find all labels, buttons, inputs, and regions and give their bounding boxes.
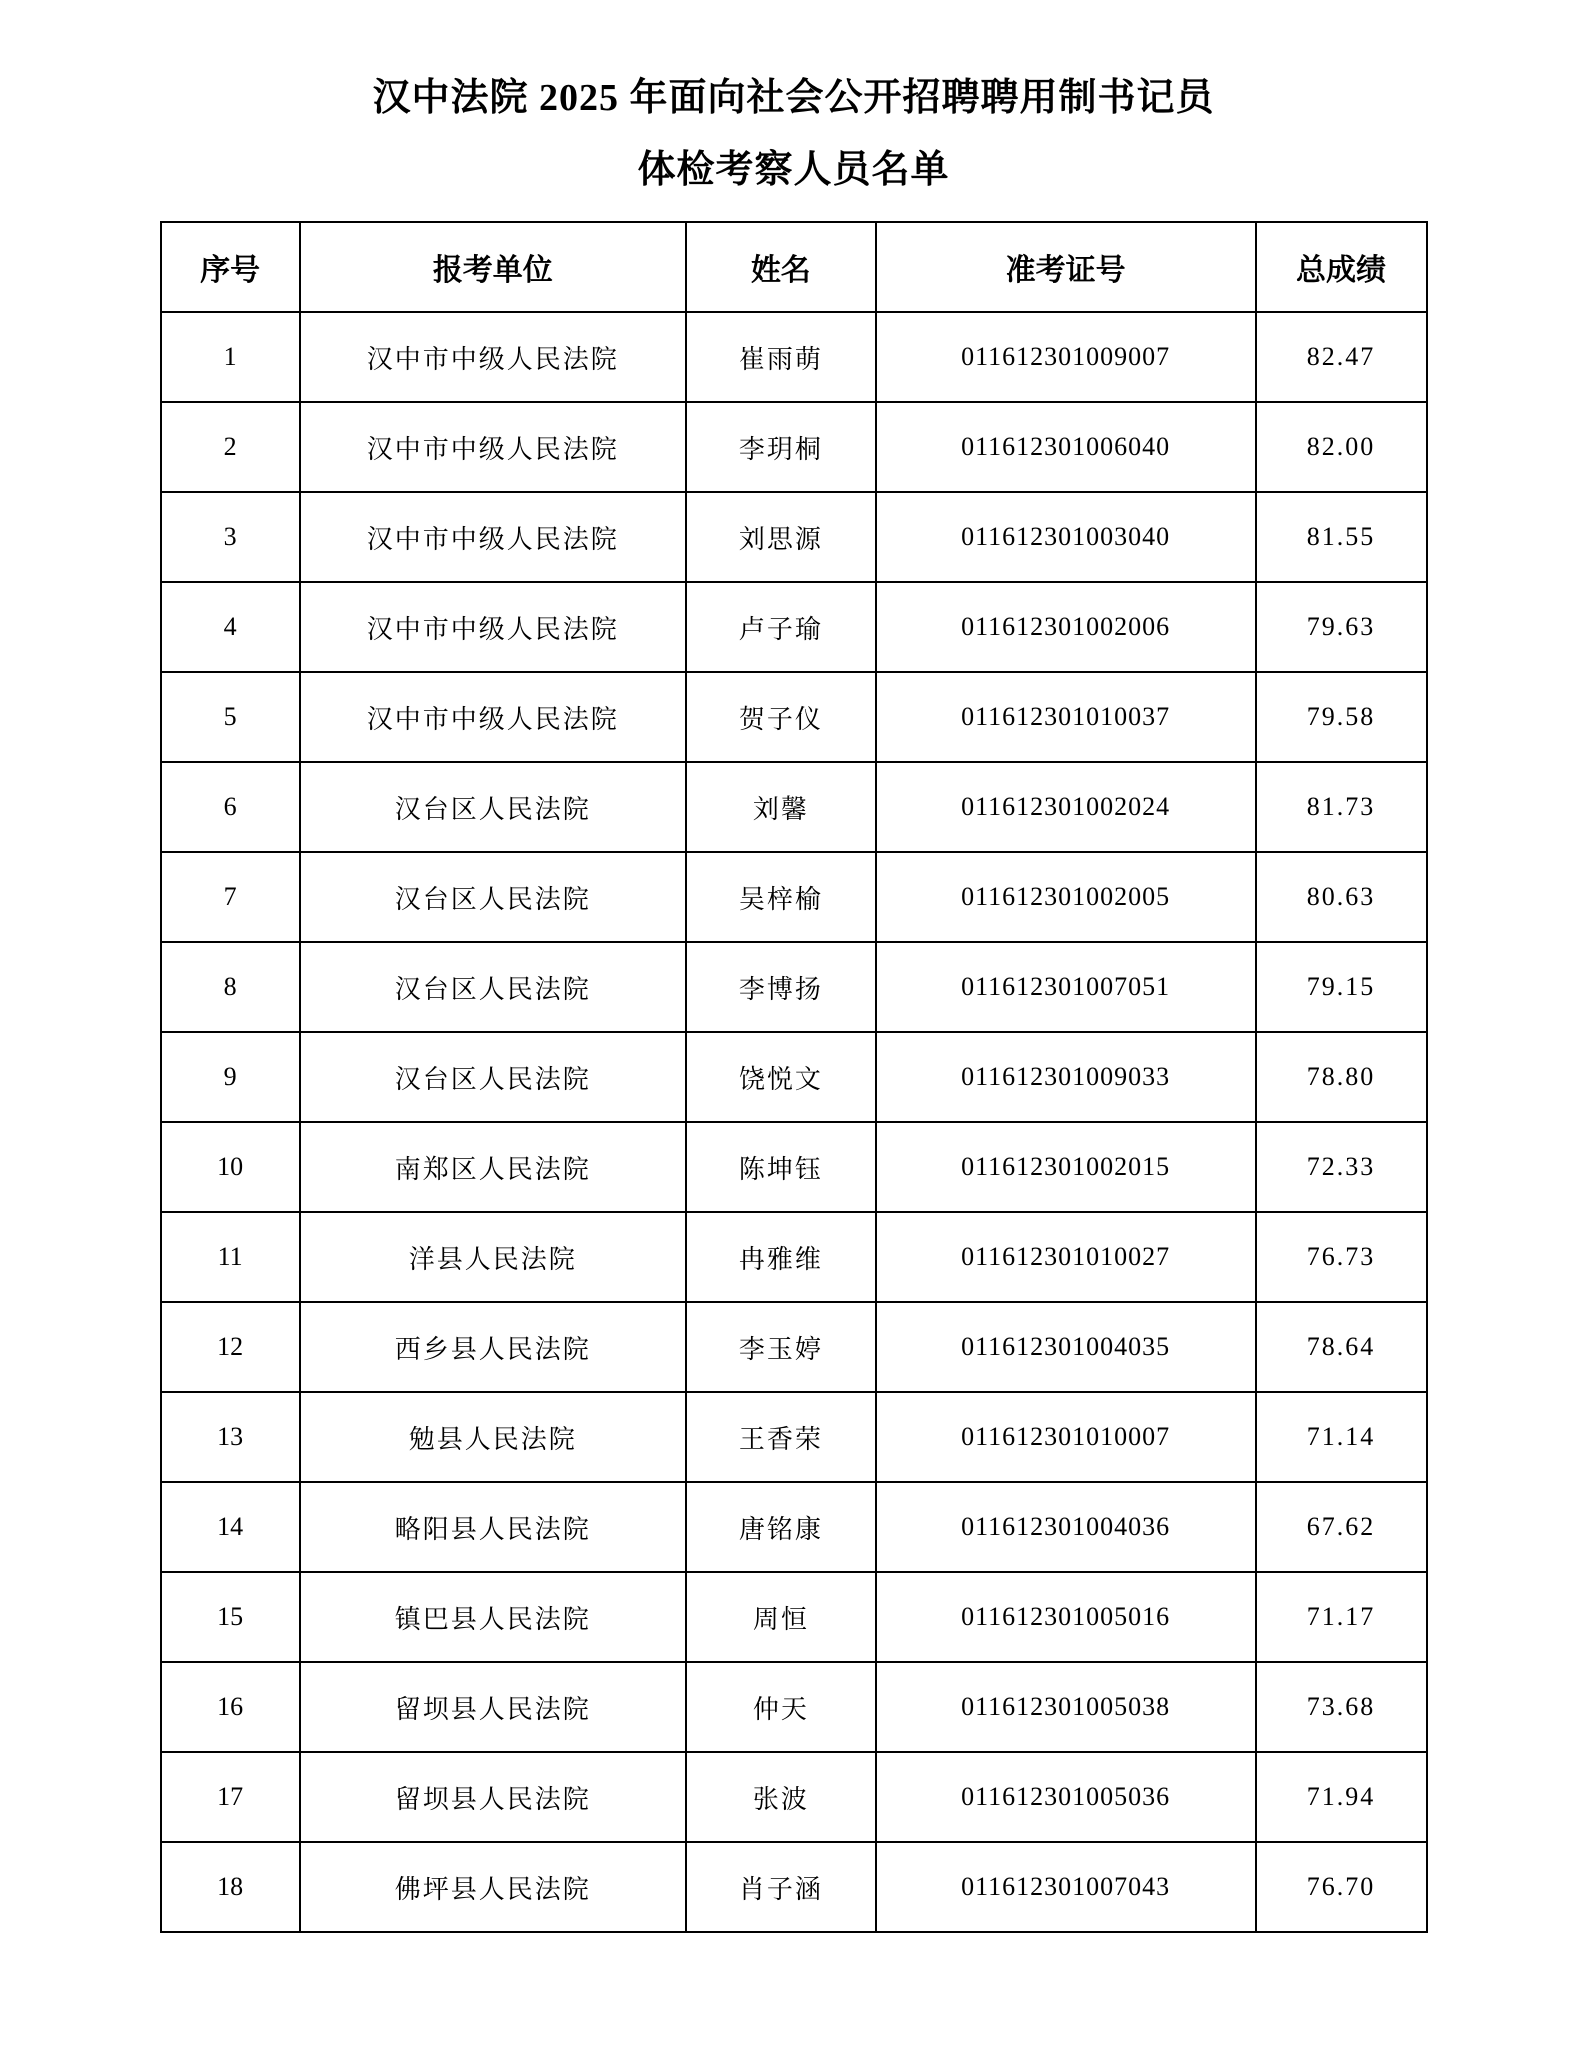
cell-name: 仲天 bbox=[686, 1662, 876, 1752]
table-row bbox=[161, 852, 1427, 942]
cell-seq: 16 bbox=[161, 1662, 300, 1752]
table-row bbox=[161, 1662, 1427, 1752]
cell-score: 80.63 bbox=[1256, 852, 1427, 942]
document-title-line1: 汉中法院 2025 年面向社会公开招聘聘用制书记员 bbox=[372, 77, 1215, 119]
cell-exam-id: 011612301005016 bbox=[876, 1572, 1256, 1662]
cell-seq: 11 bbox=[161, 1212, 300, 1302]
table-row bbox=[161, 942, 1427, 1032]
table-row bbox=[161, 492, 1427, 582]
cell-unit: 汉中市中级人民法院 bbox=[300, 492, 686, 582]
cell-seq: 4 bbox=[161, 582, 300, 672]
cell-unit: 略阳县人民法院 bbox=[300, 1482, 686, 1572]
cell-name: 吴梓榆 bbox=[686, 852, 876, 942]
cell-seq: 12 bbox=[161, 1302, 300, 1392]
cell-score: 79.63 bbox=[1256, 582, 1427, 672]
cell-name: 李博扬 bbox=[686, 942, 876, 1032]
cell-unit: 留坝县人民法院 bbox=[300, 1662, 686, 1752]
cell-seq: 5 bbox=[161, 672, 300, 762]
cell-score: 71.94 bbox=[1256, 1752, 1427, 1842]
table-row bbox=[161, 402, 1427, 492]
cell-score: 78.64 bbox=[1256, 1302, 1427, 1392]
cell-name: 陈坤钰 bbox=[686, 1122, 876, 1212]
cell-unit: 汉台区人民法院 bbox=[300, 1032, 686, 1122]
cell-exam-id: 011612301006040 bbox=[876, 402, 1256, 492]
cell-exam-id: 011612301010007 bbox=[876, 1392, 1256, 1482]
cell-seq: 8 bbox=[161, 942, 300, 1032]
cell-score: 72.33 bbox=[1256, 1122, 1427, 1212]
table-row bbox=[161, 1032, 1427, 1122]
cell-score: 78.80 bbox=[1256, 1032, 1427, 1122]
table-row bbox=[161, 1392, 1427, 1482]
cell-score: 76.70 bbox=[1256, 1842, 1427, 1932]
cell-score: 71.17 bbox=[1256, 1572, 1427, 1662]
cell-exam-id: 011612301007043 bbox=[876, 1842, 1256, 1932]
cell-name: 周恒 bbox=[686, 1572, 876, 1662]
cell-exam-id: 011612301002015 bbox=[876, 1122, 1256, 1212]
cell-exam-id: 011612301002005 bbox=[876, 852, 1256, 942]
cell-exam-id: 011612301004035 bbox=[876, 1302, 1256, 1392]
document-title-block bbox=[0, 0, 1587, 193]
cell-exam-id: 011612301010027 bbox=[876, 1212, 1256, 1302]
cell-unit: 汉中市中级人民法院 bbox=[300, 672, 686, 762]
cell-seq: 1 bbox=[161, 312, 300, 402]
cell-unit: 镇巴县人民法院 bbox=[300, 1572, 686, 1662]
cell-name: 肖子涵 bbox=[686, 1842, 876, 1932]
cell-name: 饶悦文 bbox=[686, 1032, 876, 1122]
cell-unit: 西乡县人民法院 bbox=[300, 1302, 686, 1392]
cell-seq: 13 bbox=[161, 1392, 300, 1482]
table-row bbox=[161, 312, 1427, 402]
document-title-line2: 体检考察人员名单 bbox=[637, 148, 950, 191]
cell-seq: 18 bbox=[161, 1842, 300, 1932]
table-row bbox=[161, 762, 1427, 852]
cell-score: 82.47 bbox=[1256, 312, 1427, 402]
header-seq: 序号 bbox=[161, 222, 300, 312]
table-row bbox=[161, 1122, 1427, 1212]
candidate-roster-table bbox=[160, 221, 1428, 1933]
cell-name: 崔雨萌 bbox=[686, 312, 876, 402]
cell-exam-id: 011612301002006 bbox=[876, 582, 1256, 672]
table-row bbox=[161, 672, 1427, 762]
cell-score: 79.15 bbox=[1256, 942, 1427, 1032]
header-unit: 报考单位 bbox=[300, 222, 686, 312]
cell-score: 76.73 bbox=[1256, 1212, 1427, 1302]
cell-score: 73.68 bbox=[1256, 1662, 1427, 1752]
cell-name: 贺子仪 bbox=[686, 672, 876, 762]
cell-exam-id: 011612301009007 bbox=[876, 312, 1256, 402]
cell-name: 冉雅维 bbox=[686, 1212, 876, 1302]
cell-name: 唐铭康 bbox=[686, 1482, 876, 1572]
cell-score: 67.62 bbox=[1256, 1482, 1427, 1572]
cell-seq: 14 bbox=[161, 1482, 300, 1572]
table-body bbox=[161, 312, 1427, 1932]
cell-name: 李玉婷 bbox=[686, 1302, 876, 1392]
cell-unit: 南郑区人民法院 bbox=[300, 1122, 686, 1212]
cell-name: 卢子瑜 bbox=[686, 582, 876, 672]
cell-seq: 6 bbox=[161, 762, 300, 852]
cell-score: 81.73 bbox=[1256, 762, 1427, 852]
cell-seq: 10 bbox=[161, 1122, 300, 1212]
cell-exam-id: 011612301009033 bbox=[876, 1032, 1256, 1122]
cell-seq: 9 bbox=[161, 1032, 300, 1122]
cell-unit: 汉台区人民法院 bbox=[300, 942, 686, 1032]
cell-name: 张波 bbox=[686, 1752, 876, 1842]
cell-unit: 佛坪县人民法院 bbox=[300, 1842, 686, 1932]
header-score: 总成绩 bbox=[1256, 222, 1427, 312]
cell-exam-id: 011612301002024 bbox=[876, 762, 1256, 852]
cell-score: 79.58 bbox=[1256, 672, 1427, 762]
cell-unit: 汉中市中级人民法院 bbox=[300, 582, 686, 672]
cell-seq: 3 bbox=[161, 492, 300, 582]
cell-seq: 7 bbox=[161, 852, 300, 942]
cell-score: 82.00 bbox=[1256, 402, 1427, 492]
table-row bbox=[161, 1212, 1427, 1302]
table-row bbox=[161, 1752, 1427, 1842]
table-row bbox=[161, 1572, 1427, 1662]
cell-unit: 勉县人民法院 bbox=[300, 1392, 686, 1482]
cell-unit: 汉中市中级人民法院 bbox=[300, 402, 686, 492]
cell-unit: 汉台区人民法院 bbox=[300, 762, 686, 852]
cell-exam-id: 011612301004036 bbox=[876, 1482, 1256, 1572]
cell-name: 刘馨 bbox=[686, 762, 876, 852]
cell-name: 李玥桐 bbox=[686, 402, 876, 492]
cell-unit: 汉台区人民法院 bbox=[300, 852, 686, 942]
cell-score: 81.55 bbox=[1256, 492, 1427, 582]
table-row bbox=[161, 1842, 1427, 1932]
table-row bbox=[161, 582, 1427, 672]
table-header-row bbox=[161, 222, 1427, 312]
header-name: 姓名 bbox=[686, 222, 876, 312]
cell-exam-id: 011612301003040 bbox=[876, 492, 1256, 582]
table-row bbox=[161, 1302, 1427, 1392]
cell-exam-id: 011612301005036 bbox=[876, 1752, 1256, 1842]
cell-seq: 15 bbox=[161, 1572, 300, 1662]
cell-unit: 留坝县人民法院 bbox=[300, 1752, 686, 1842]
cell-unit: 洋县人民法院 bbox=[300, 1212, 686, 1302]
cell-exam-id: 011612301010037 bbox=[876, 672, 1256, 762]
cell-exam-id: 011612301005038 bbox=[876, 1662, 1256, 1752]
cell-unit: 汉中市中级人民法院 bbox=[300, 312, 686, 402]
header-exam-id: 准考证号 bbox=[876, 222, 1256, 312]
cell-score: 71.14 bbox=[1256, 1392, 1427, 1482]
cell-seq: 17 bbox=[161, 1752, 300, 1842]
cell-name: 王香荣 bbox=[686, 1392, 876, 1482]
cell-seq: 2 bbox=[161, 402, 300, 492]
cell-name: 刘思源 bbox=[686, 492, 876, 582]
table-row bbox=[161, 1482, 1427, 1572]
cell-exam-id: 011612301007051 bbox=[876, 942, 1256, 1032]
